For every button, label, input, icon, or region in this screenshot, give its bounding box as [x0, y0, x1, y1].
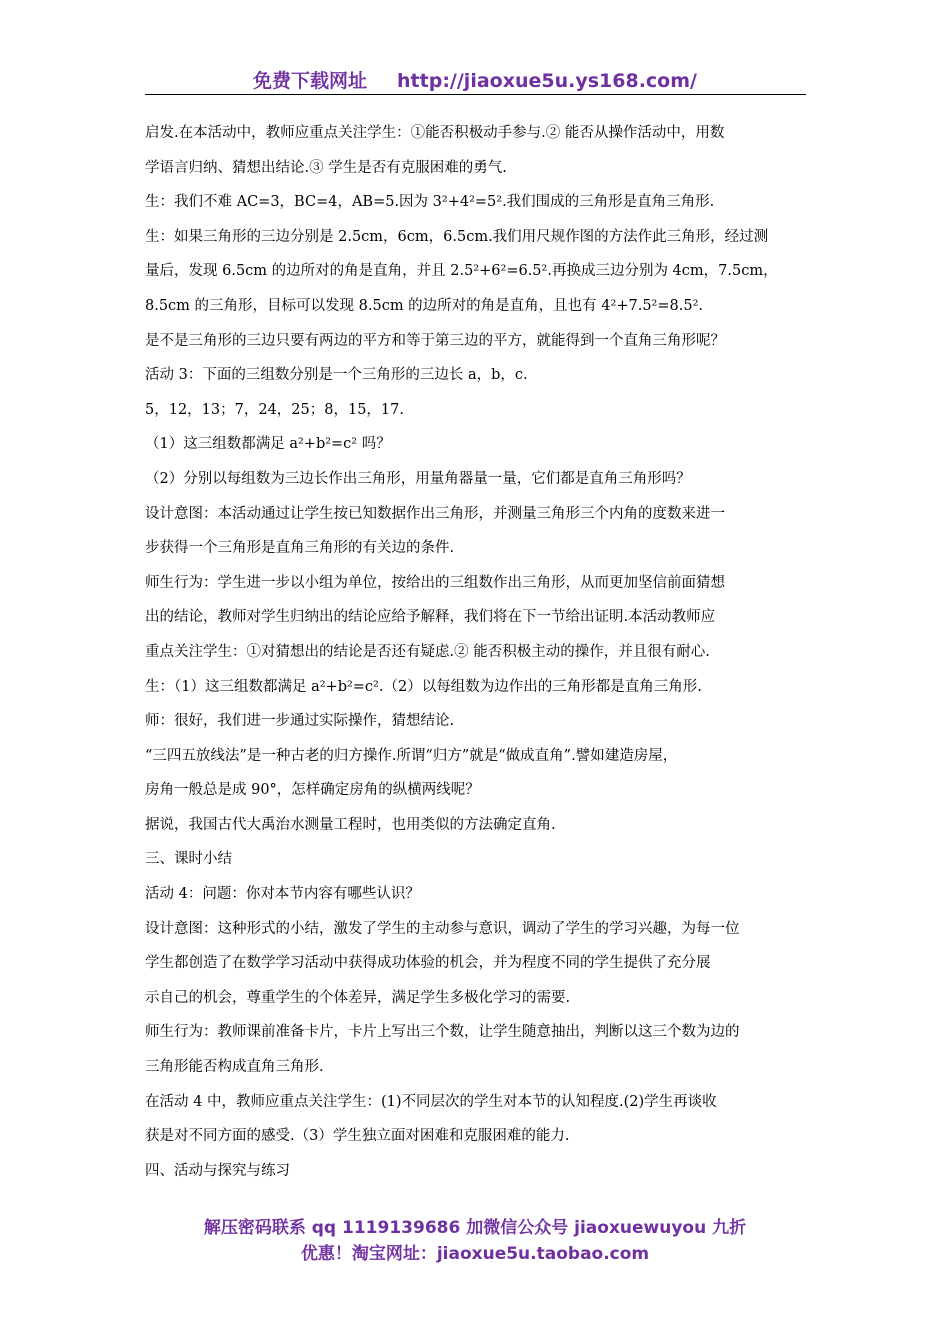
text-line: “三四五放线法”是一种古老的归方操作.所谓“归方”就是“做成直角”.譬如建造房屋，: [145, 747, 678, 764]
text-line: 量后，发现 6.5cm 的边所对的角是直角，并且 2.5²+6²=6.5².再换成三边分别为 4cm，7.5cm，: [145, 263, 778, 280]
text-line: 步获得一个三角形是直角三角形的有关边的条件.: [145, 540, 455, 557]
text-line: 示自己的机会，尊重学生的个体差异，满足学生多极化学习的需要.: [145, 989, 571, 1006]
header-divider: [145, 94, 806, 95]
text-line: 8.5cm 的三角形，目标可以发现 8.5cm 的边所对的角是直角，且也有 4²+7.5²=8.5².: [145, 297, 703, 314]
text-line: 是不是三角形的三边只要有两边的平方和等于第三边的平方，就能得到一个直角三角形呢？: [145, 332, 725, 349]
text-line: 三角形能否构成直角三角形.: [145, 1059, 324, 1076]
text-line: 在活动 4 中，教师应重点关注学生：(1)不同层次的学生对本节的认知程度.(2)学生再谈收: [145, 1093, 717, 1110]
text-line: 活动 3：下面的三组数分别是一个三角形的三边长 a，b，c.: [145, 367, 528, 384]
text-line: 学生都创造了在数学学习活动中获得成功体验的机会，并为程度不同的学生提供了充分展: [145, 955, 711, 972]
footer-shop-line[interactable]: 优惠！淘宝网址：jiaoxue5u.taobao.com: [300, 1244, 650, 1264]
text-line: （1）这三组数都满足 a²+b²=c² 吗？: [145, 436, 391, 453]
text-line: （2）分别以每组数为三边长作出三角形，用量角器量一量，它们都是直角三角形吗？: [145, 470, 691, 487]
text-line: 房角一般总是成 90°，怎样确定房角的纵横两线呢？: [145, 782, 480, 799]
text-line: 生：我们不难 AC=3，BC=4，AB=5.因为 3²+4²=5².我们围成的三角形是直角三角形.: [145, 194, 715, 211]
text-line: 生：如果三角形的三边分别是 2.5cm，6cm，6.5cm.我们用尺规作图的方法作此三角形，经过测: [145, 228, 769, 245]
text-line: 活动 4：问题：你对本节内容有哪些认识？: [145, 886, 420, 903]
section-heading: 三、课时小结: [145, 851, 232, 868]
text-line: 据说，我国古代大禹治水测量工程时，也用类似的方法确定直角.: [145, 816, 556, 833]
text-line: 学语言归纳、猜想出结论.③ 学生是否有克服困难的勇气.: [145, 159, 507, 176]
page-header: [145, 66, 805, 93]
footer-contact-line: 解压密码联系 qq 1119139686 加微信公众号 jiaoxuewuyou 九折: [203, 1218, 747, 1238]
header-title: 免费下载网址: [253, 70, 368, 92]
text-line: 重点关注学生：①对猜想出的结论是否还有疑虑.② 能否积极主动的操作，并且很有耐心.: [145, 643, 710, 660]
text-line: 设计意图：这种形式的小结，激发了学生的主动参与意识，调动了学生的学习兴趣，为每一位: [145, 920, 740, 937]
text-line: 5，12，13；7，24，25；8，15，17.: [145, 401, 404, 418]
section-heading: 四、活动与探究与练习: [145, 1162, 290, 1179]
text-line: 启发.在本活动中，教师应重点关注学生：①能否积极动手参与.② 能否从操作活动中，用数: [145, 125, 725, 141]
text-line: 获是对不同方面的感受.（3）学生独立面对困难和克服困难的能力.: [145, 1128, 570, 1145]
text-line: 师：很好，我们进一步通过实际操作，猜想结论.: [145, 713, 455, 730]
text-line: 师生行为：学生进一步以小组为单位，按给出的三组数作出三角形，从而更加坚信前面猜想: [145, 574, 725, 591]
text-line: 生：（1）这三组数都满足 a²+b²=c².（2）以每组数为边作出的三角形都是直角三角形.: [145, 678, 702, 695]
text-line: 出的结论，教师对学生归纳出的结论应给予解释，我们将在下一节给出证明.本活动教师应: [145, 609, 716, 626]
document-body: [145, 116, 807, 1188]
header-url-link[interactable]: http://jiaoxue5u.ys168.com/: [397, 70, 697, 92]
text-line: 师生行为：教师课前准备卡片，卡片上写出三个数，让学生随意抽出，判断以这三个数为边的: [145, 1024, 740, 1041]
text-line: 设计意图：本活动通过让学生按已知数据作出三角形，并测量三角形三个内角的度数来进一: [145, 505, 725, 522]
page-footer: [145, 1215, 805, 1267]
